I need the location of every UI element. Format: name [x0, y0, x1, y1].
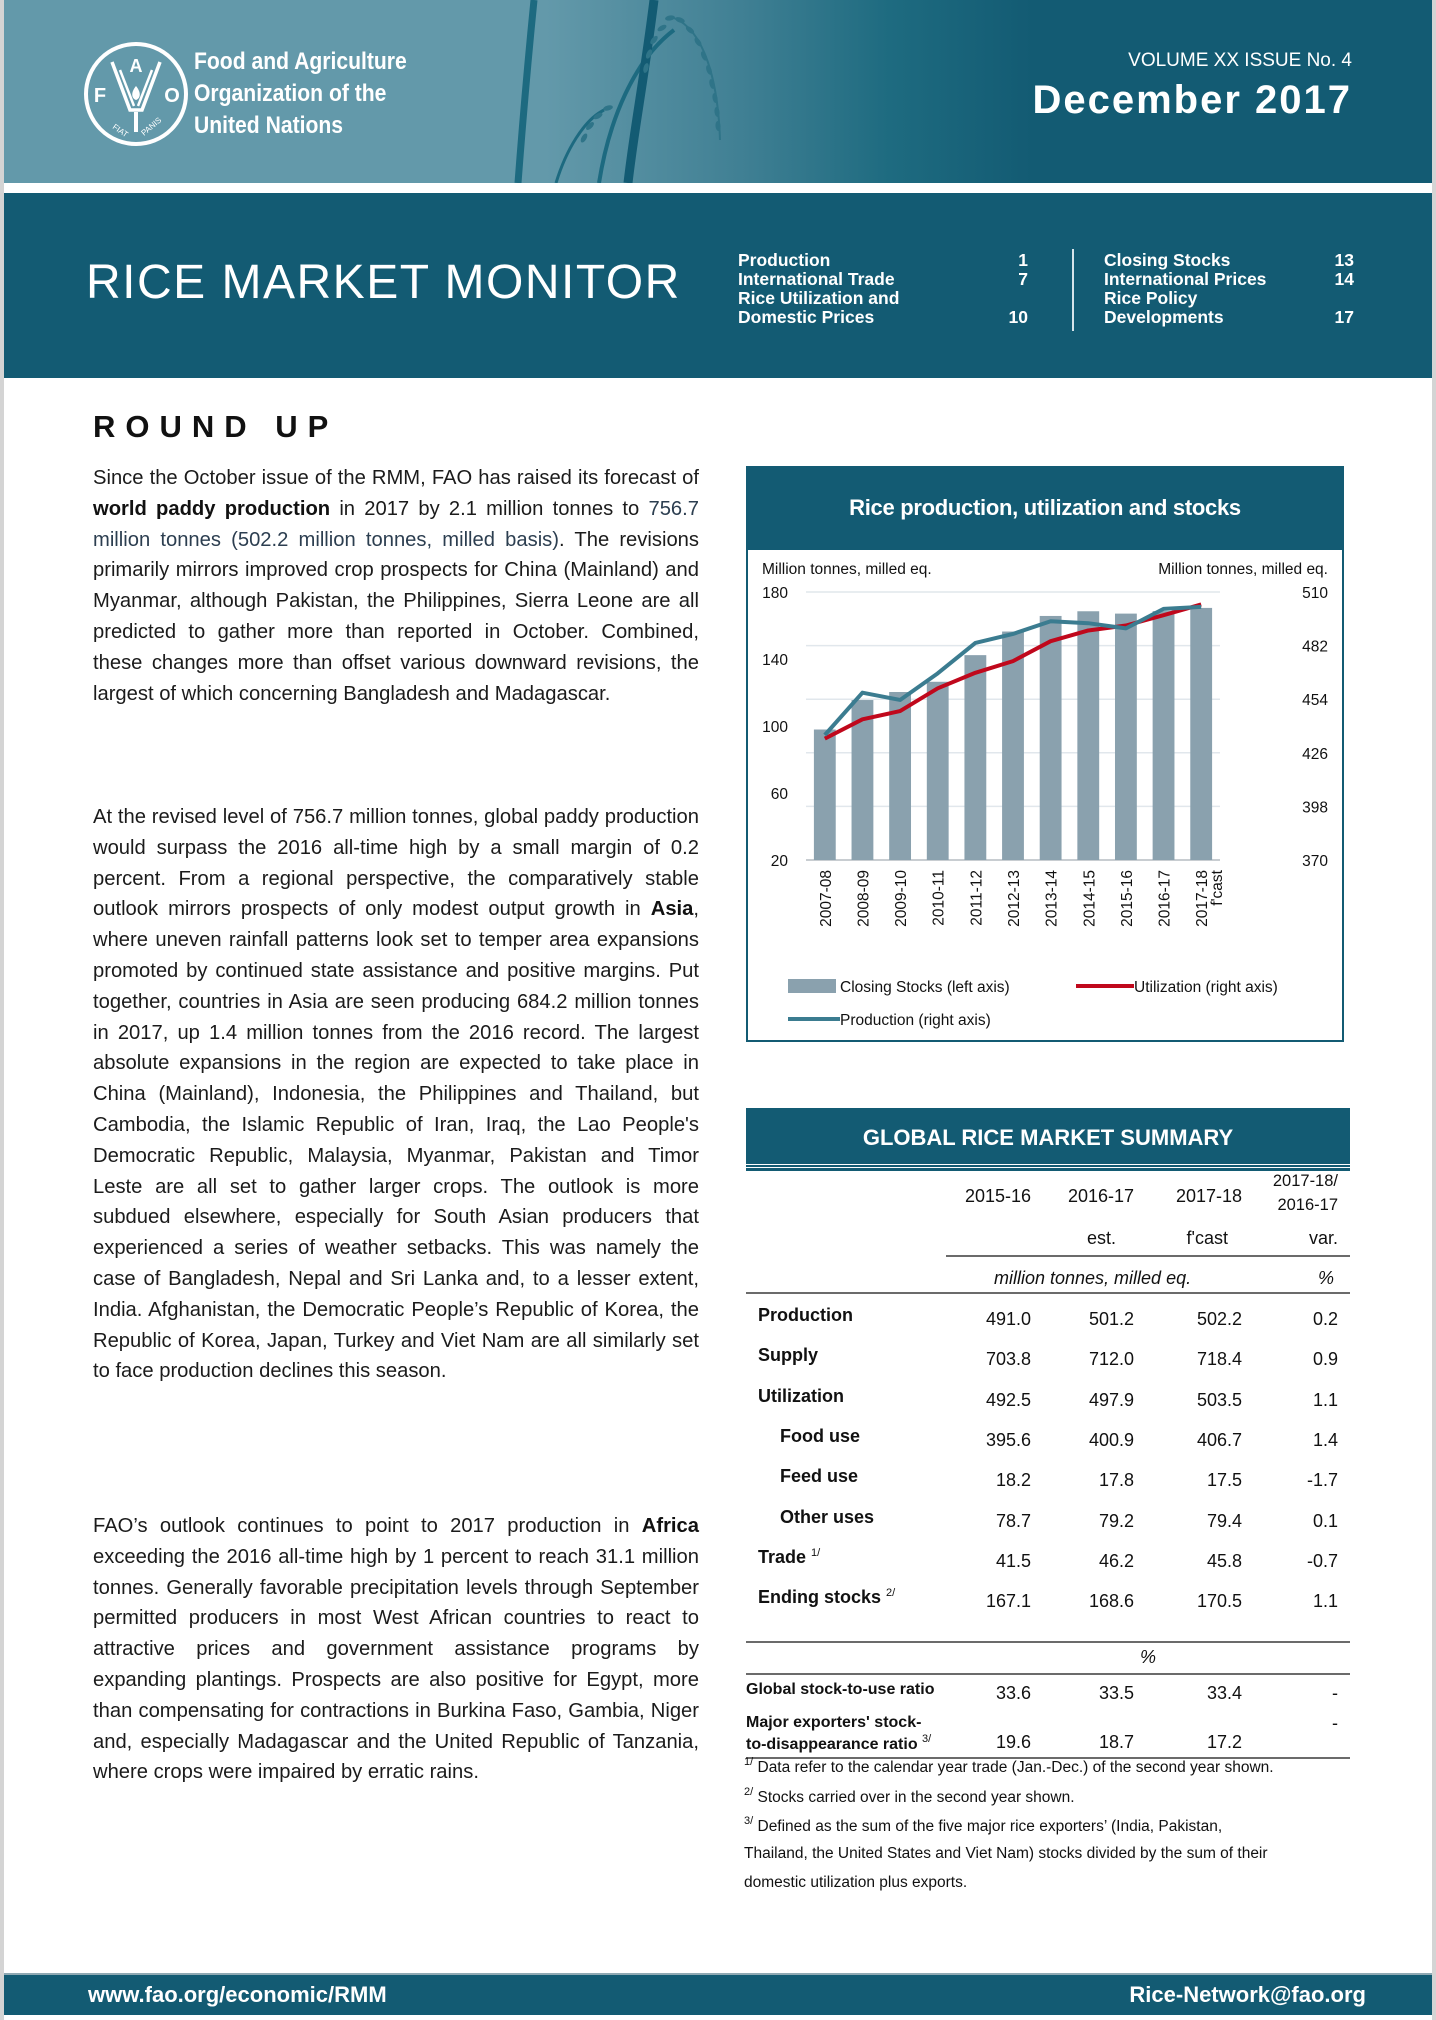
- table-rule: [746, 1641, 1350, 1643]
- document-page: [4, 0, 1432, 2020]
- ratio-row-label: Global stock-to-use ratio: [746, 1681, 935, 1698]
- svg-text:PANIS: PANIS: [139, 115, 164, 138]
- cell-value: 0.9: [1312, 1349, 1338, 1370]
- row-label: Utilization: [758, 1385, 844, 1406]
- organization-name: [194, 46, 407, 142]
- cell-value: 501.2: [1088, 1309, 1134, 1329]
- right-tick-label: 370: [1302, 853, 1328, 870]
- footer-email-link[interactable]: Rice-Network@fao.org: [1129, 1982, 1366, 2007]
- footer-website-link[interactable]: www.fao.org/economic/RMM: [88, 1982, 387, 2007]
- page-edge-left: [0, 0, 4, 2020]
- cell-value: 168.6: [1088, 1591, 1134, 1612]
- toc-item-developments[interactable]: Developments 17: [1104, 307, 1354, 327]
- summary-table-panel: [746, 1108, 1350, 1168]
- ratio-row-label-line-2: to-disappearance ratio $^{3/}$: [746, 1733, 932, 1753]
- col-header-var-line-2: 2016-17: [1277, 1196, 1338, 1214]
- row-label: Production: [758, 1305, 853, 1325]
- org-name-line-2: Organization of the: [194, 80, 387, 107]
- cell-value: 1.1: [1312, 1389, 1338, 1410]
- chart-panel: [746, 466, 1344, 1042]
- volume-issue: VOLUME XX ISSUE No. 4: [1128, 50, 1352, 71]
- cell-value: -: [1332, 1683, 1338, 1703]
- col-sub-est: est.: [1086, 1228, 1116, 1248]
- footer-band: [4, 1973, 1432, 2015]
- table-rule: [946, 1255, 1350, 1257]
- toc-item-international-prices[interactable]: International Prices 14: [1104, 269, 1354, 289]
- cell-value: -0.7: [1306, 1550, 1338, 1571]
- combo-chart: [748, 550, 1342, 1040]
- table-of-contents-left: [738, 251, 1028, 327]
- cell-value: 19.6: [995, 1732, 1031, 1752]
- svg-text:FIAT: FIAT: [110, 122, 130, 140]
- row-label: Supply: [758, 1345, 819, 1366]
- page-edge-right: [1432, 0, 1436, 2020]
- bold-asia: Asia: [650, 898, 694, 921]
- bar-closing-stocks: [1002, 632, 1024, 860]
- toc-item-production[interactable]: Production 1: [738, 250, 1028, 270]
- cell-value: 78.7: [995, 1510, 1031, 1531]
- table-footnote: domestic utilization plus exports.: [744, 1874, 968, 1891]
- right-tick-label: 510: [1302, 585, 1328, 602]
- fao-logo-icon: [82, 40, 190, 148]
- ratio-row-label-line-1: Major exporters' stock-: [746, 1714, 922, 1731]
- cell-value: 17.2: [1206, 1732, 1242, 1752]
- bar-closing-stocks: [889, 692, 911, 860]
- x-tick-label: 2014-15: [1081, 870, 1099, 927]
- toc-item-closing-stocks[interactable]: Closing Stocks 13: [1104, 250, 1354, 270]
- cell-value: 1.1: [1312, 1591, 1338, 1612]
- bar-closing-stocks: [927, 682, 949, 860]
- table-footnote: $^{1/}$ Data refer to the calendar year trade (Jan.-Dec.) of the second year shown.: [744, 1756, 1274, 1776]
- pct-unit-label: %: [1140, 1647, 1157, 1667]
- toc-divider: [1072, 249, 1074, 331]
- cell-value: 492.5: [985, 1389, 1031, 1410]
- cell-value: 33.4: [1206, 1683, 1242, 1703]
- row-label: Trade $^{1/}$: [758, 1546, 821, 1567]
- issue-date: December 2017: [1032, 78, 1352, 122]
- cell-value: 18.2: [995, 1470, 1031, 1491]
- cell-value: 17.8: [1098, 1470, 1134, 1491]
- svg-text:O: O: [164, 85, 180, 107]
- svg-text:F: F: [93, 85, 107, 107]
- summary-table-title: GLOBAL RICE MARKET SUMMARY: [746, 1108, 1350, 1168]
- bar-closing-stocks: [1115, 614, 1137, 860]
- right-axis-label: Million tonnes, milled eq.: [1158, 561, 1328, 578]
- cell-value: 45.8: [1206, 1550, 1242, 1571]
- row-label: Other uses: [780, 1506, 875, 1527]
- cell-value: 395.6: [985, 1429, 1031, 1450]
- cell-value: 497.9: [1088, 1389, 1134, 1410]
- unit-label-var: %: [1317, 1268, 1334, 1288]
- cell-value: 33.5: [1098, 1683, 1134, 1703]
- cell-value: 167.1: [985, 1591, 1031, 1612]
- right-tick-label: 454: [1302, 692, 1328, 710]
- x-tick-label: 2010-11: [930, 870, 948, 926]
- cell-value: 491.0: [985, 1309, 1031, 1329]
- bar-closing-stocks: [1190, 608, 1212, 860]
- bar-closing-stocks: [1153, 611, 1175, 860]
- cell-value: 712.0: [1088, 1349, 1134, 1370]
- x-tick-label: 2013-14: [1043, 870, 1061, 927]
- left-axis-label: Million tonnes, milled eq.: [762, 561, 932, 578]
- col-sub-fcast: f'cast: [1186, 1228, 1228, 1248]
- cell-value: 502.2: [1196, 1309, 1242, 1329]
- bar-closing-stocks: [814, 730, 836, 860]
- cell-value: 406.7: [1196, 1429, 1242, 1450]
- row-label: Food use: [780, 1425, 860, 1446]
- roundup-heading: ROUND UP: [93, 409, 339, 444]
- roundup-paragraph-2: At the revised level of 756.7 million tonnes, global paddy production would surpass the 2016 all-time high by a small margin of 0.2 percent. From a regional perspective, the comparatively stable outlook mirrors prospects of only modest output growth in Asia, where uneven rainfall patterns look set to temper area expansions promoted by continued state assistance and positive margins. Put together, countries in Asia are seen producing 684.2 million tonnes in 2017, up 1.4 million tonnes from the 2016 record. The largest absolute expansions in the region are expected to take place in China (Mainland), Indonesia, the Philippines and Thailand, but Cambodia, the Islamic Republic of Iran, Iraq, the Lao People's Democratic Republic, Malaysia, Myanmar, Pakistan and Timor Leste are all set to gather larger crops. The outlook is more subdued elsewhere, especially for South Asian producers that experienced a series of weather setbacks. This was namely the case of Bangladesh, Nepal and Sri Lanka and, to a lesser extent, India. Afghanistan, the Democratic People’s Republic of Korea, the Republic of Korea, Japan, Turkey and Viet Nam are all similarly set to face production declines this season.: [93, 806, 699, 1383]
- cell-value: -: [1332, 1713, 1338, 1733]
- col-header-2016-17: 2016-17: [1067, 1186, 1134, 1206]
- x-tick-label: 2016-17: [1156, 870, 1174, 927]
- table-rule: [746, 1292, 1350, 1294]
- roundup-paragraph-1: Since the October issue of the RMM, FAO has raised its forecast of world paddy production in 2017 by 2.1 million tonnes to 756.7 million tonnes (502.2 million tonnes, milled basis). The revisions primarily mirrors improved crop prospects for China (Mainland) and Myanmar, although Pakistan, the Philippines, Sierra Leone are all predicted to gather more than reported in October. Combined, these changes more than offset various downward revisions, the largest of which concerning Bangladesh and Madagascar.: [93, 467, 699, 705]
- table-rule: [746, 1673, 1350, 1675]
- cell-value: 79.2: [1098, 1510, 1134, 1531]
- cell-value: 17.5: [1206, 1470, 1242, 1491]
- bar-closing-stocks: [1040, 616, 1062, 860]
- cell-value: 503.5: [1196, 1389, 1242, 1410]
- cell-value: 718.4: [1196, 1349, 1242, 1370]
- toc-item-rice-policy[interactable]: Rice Policy: [1104, 288, 1198, 308]
- bar-closing-stocks: [964, 655, 986, 860]
- cell-value: 18.7: [1098, 1732, 1134, 1752]
- cell-value: 0.2: [1312, 1309, 1338, 1329]
- cell-value: 46.2: [1098, 1550, 1134, 1571]
- chart-title: Rice production, utilization and stocks: [748, 468, 1342, 550]
- org-name-line-1: Food and Agriculture: [194, 48, 407, 75]
- unit-label-main: million tonnes, milled eq.: [994, 1268, 1192, 1288]
- x-tick-label: 2015-16: [1118, 870, 1136, 927]
- col-header-2017-18: 2017-18: [1175, 1186, 1242, 1206]
- right-tick-label: 398: [1302, 799, 1328, 817]
- cell-value: 79.4: [1206, 1510, 1242, 1531]
- bar-closing-stocks: [1077, 611, 1099, 860]
- left-tick-label: 180: [762, 585, 788, 602]
- toc-item-rice-utilization[interactable]: Rice Utilization and: [738, 288, 900, 308]
- left-tick-label: 100: [762, 719, 788, 736]
- table-footnote: $^{2/}$ Stocks carried over in the second year shown.: [744, 1785, 1075, 1806]
- legend-label-production: Production (right axis): [840, 1012, 991, 1029]
- col-sub-var: var.: [1308, 1228, 1338, 1248]
- x-tick-label: 2017-18: [1194, 870, 1212, 927]
- bold-world-paddy-production: world paddy production: [93, 497, 331, 520]
- cell-value: 33.6: [995, 1683, 1031, 1703]
- header-banner: [4, 0, 1432, 183]
- x-tick-label: 2009-10: [893, 870, 911, 927]
- left-tick-label: 20: [770, 853, 788, 870]
- org-name-line-3: United Nations: [194, 112, 344, 139]
- x-tick-label-suffix: f'cast: [1209, 870, 1227, 906]
- cell-value: 703.8: [985, 1349, 1031, 1370]
- x-tick-label: 2007-08: [817, 870, 835, 927]
- svg-text:A: A: [129, 56, 143, 76]
- right-tick-label: 482: [1302, 638, 1328, 656]
- table-footnote: $^{3/}$ Defined as the sum of the five major rice exporters’ (India, Pakistan,: [744, 1815, 1223, 1835]
- x-tick-label: 2011-12: [968, 870, 986, 926]
- col-header-2015-16: 2015-16: [964, 1186, 1031, 1206]
- legend-swatch-stocks: [788, 979, 836, 993]
- x-tick-label: 2008-09: [855, 870, 873, 927]
- publication-title: RICE MARKET MONITOR: [86, 256, 681, 309]
- row-label: Feed use: [780, 1466, 859, 1487]
- toc-item-international-trade[interactable]: International Trade 7: [738, 269, 1028, 289]
- right-tick-label: 426: [1302, 745, 1328, 763]
- table-footnote: Thailand, the United States and Viet Nam) stocks divided by the sum of their: [744, 1844, 1268, 1862]
- legend-label-utilization: Utilization (right axis): [1134, 979, 1278, 996]
- left-tick-label: 60: [770, 786, 788, 803]
- left-tick-label: 140: [762, 652, 788, 669]
- bold-africa: Africa: [641, 1515, 699, 1537]
- cell-value: 41.5: [995, 1550, 1031, 1571]
- col-header-var-line-1: 2017-18/: [1272, 1172, 1338, 1190]
- title-band: [4, 193, 1432, 378]
- cell-value: 1.4: [1312, 1429, 1338, 1450]
- roundup-paragraph-3: FAO’s outlook continues to point to 2017 production in Africa exceeding the 2016 all-time high by 1 percent to reach 31.1 million tonnes. Generally favorable precipitation levels through September permitted producers in most West African countries to react to attractive prices and government assistance programs by expanding plantings. Prospects are also positive for Egypt, more than compensating for contractions in Burkina Faso, Gambia, Niger and, especially Madagascar and the United Republic of Tanzania, where crops were impaired by erratic rains.: [93, 1515, 699, 1784]
- row-label: Ending stocks $^{2/}$: [758, 1587, 896, 1608]
- cell-value: 0.1: [1312, 1510, 1338, 1531]
- table-of-contents-right: [1104, 251, 1354, 327]
- x-tick-label: 2012-13: [1006, 870, 1023, 927]
- cell-value: -1.7: [1306, 1470, 1338, 1491]
- cell-value: 170.5: [1196, 1591, 1242, 1612]
- cell-value: 400.9: [1088, 1429, 1134, 1450]
- toc-item-domestic-prices[interactable]: Domestic Prices 10: [738, 307, 1028, 327]
- rice-plant-icon: [504, 0, 764, 183]
- legend-label-stocks: Closing Stocks (left axis): [840, 979, 1010, 996]
